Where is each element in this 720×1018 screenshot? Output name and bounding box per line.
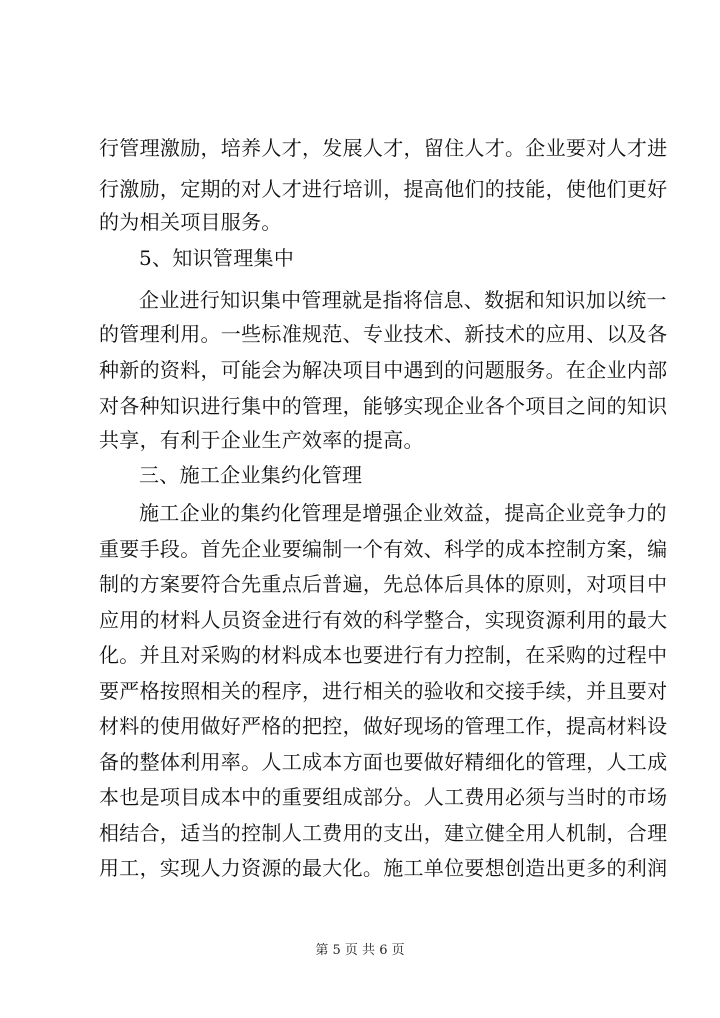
paragraph-line: 化。并且对采购的材料成本也要进行有力控制，在采购的过程中 (99, 643, 668, 667)
paragraph-line: 施工企业的集约化管理是增强企业效益，提高企业竞争力的 (139, 501, 667, 525)
paragraph-line: 企业进行知识集中管理就是指将信息、数据和知识加以统一 (139, 288, 667, 312)
paragraph-line: 种新的资料，可能会为解决项目中遇到的问题服务。在企业内部 (99, 358, 668, 382)
paragraph-line: 共享，有利于企业生产效率的提高。 (99, 428, 424, 452)
section-heading: 5、知识管理集中 (139, 246, 295, 270)
paragraph-line: 对各种知识进行集中的管理，能够实现企业各个项目之间的知识 (99, 394, 668, 418)
paragraph-line: 重要手段。首先企业要编制一个有效、科学的成本控制方案，编 (99, 537, 668, 561)
paragraph-line: 本也是项目成本中的重要组成部分。人工费用必须与当时的市场 (99, 785, 668, 809)
paragraph-line: 用工，实现人力资源的最大化。施工单位要想创造出更多的利润 (99, 856, 668, 880)
paragraph-line: 要严格按照相关的程序，进行相关的验收和交接手续，并且要对 (99, 679, 668, 703)
paragraph-line: 相结合，适当的控制人工费用的支出，建立健全用人机制，合理 (99, 821, 668, 845)
page-number-footer: 第 5 页 共 6 页 (315, 943, 405, 958)
paragraph-line: 行激励，定期的对人才进行培训，提高他们的技能，使他们更好 (99, 177, 668, 201)
paragraph-line: 材料的使用做好严格的把控，做好现场的管理工作，提高材料设 (99, 714, 668, 738)
paragraph-line: 应用的材料人员资金进行有效的科学整合，实现资源利用的最大 (99, 608, 668, 632)
paragraph-line: 的为相关项目服务。 (99, 210, 282, 234)
section-heading: 三、施工企业集约化管理 (139, 463, 363, 487)
paragraph-line: 制的方案要符合先重点后普遍，先总体后具体的原则，对项目中 (99, 572, 668, 596)
paragraph-line: 行管理激励，培养人才，发展人才，留住人才。企业要对人才进 (99, 136, 668, 160)
paragraph-line: 备的整体利用率。人工成本方面也要做好精细化的管理，人工成 (99, 750, 668, 774)
paragraph-line: 的管理利用。一些标准规范、专业技术、新技术的应用、以及各 (99, 322, 668, 346)
